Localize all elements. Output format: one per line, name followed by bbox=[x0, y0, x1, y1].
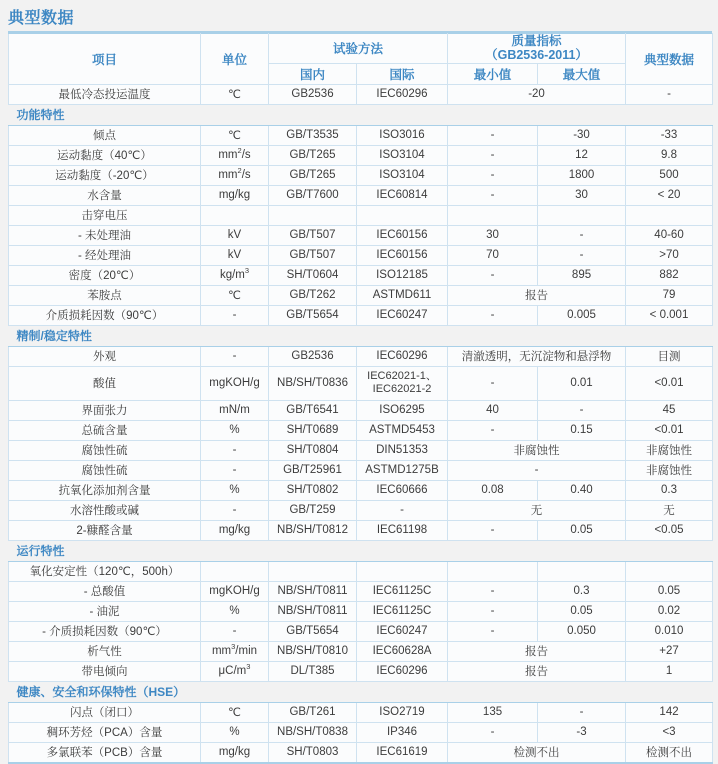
row-item-label: - 经处理油 bbox=[9, 245, 201, 265]
row-quality-index-span: -20 bbox=[448, 84, 626, 104]
row-typical: 0.010 bbox=[626, 621, 713, 641]
row-unit: mgKOH/g bbox=[201, 581, 269, 601]
row-max: 0.005 bbox=[538, 305, 626, 325]
page-title: 典型数据 bbox=[8, 10, 75, 27]
row-method-domestic: GB/T507 bbox=[269, 245, 357, 265]
section-header-row bbox=[9, 540, 713, 561]
row-method-international: IEC60296 bbox=[357, 346, 448, 366]
table-row bbox=[9, 480, 713, 500]
row-method-international: IEC60296 bbox=[357, 84, 448, 104]
row-method-domestic: GB/T5654 bbox=[269, 305, 357, 325]
row-typical bbox=[626, 561, 713, 581]
row-item-label: 苯胺点 bbox=[9, 285, 201, 305]
section-header-label: 运行特性 bbox=[9, 540, 713, 561]
row-typical: 检测不出 bbox=[626, 742, 713, 763]
row-item-label: 抗氧化添加剂含量 bbox=[9, 480, 201, 500]
table-row bbox=[9, 440, 713, 460]
row-method-international: DIN51353 bbox=[357, 440, 448, 460]
row-min: 40 bbox=[448, 400, 538, 420]
row-method-domestic: DL/T385 bbox=[269, 661, 357, 681]
row-typical: 无 bbox=[626, 500, 713, 520]
row-method-international: IEC61125C bbox=[357, 601, 448, 621]
row-method-domestic: GB/T25961 bbox=[269, 460, 357, 480]
row-item-label: 酸值 bbox=[9, 366, 201, 400]
row-method-international: ISO3104 bbox=[357, 145, 448, 165]
row-method-international: ISO6295 bbox=[357, 400, 448, 420]
row-unit: - bbox=[201, 440, 269, 460]
row-typical: <3 bbox=[626, 722, 713, 742]
row-item-label: 多氯联苯（PCB）含量 bbox=[9, 742, 201, 763]
row-method-domestic: NB/SH/T0811 bbox=[269, 581, 357, 601]
row-unit: mN/m bbox=[201, 400, 269, 420]
row-method-international: IEC61125C bbox=[357, 581, 448, 601]
row-item-label: 水溶性酸或碱 bbox=[9, 500, 201, 520]
row-max: 30 bbox=[538, 185, 626, 205]
table-row bbox=[9, 601, 713, 621]
row-method-domestic: GB/T259 bbox=[269, 500, 357, 520]
header-min: 最小值 bbox=[448, 63, 538, 84]
row-unit: kV bbox=[201, 245, 269, 265]
section-header-label: 功能特性 bbox=[9, 104, 713, 125]
row-min: 0.08 bbox=[448, 480, 538, 500]
row-typical bbox=[626, 205, 713, 225]
row-typical: 非腐蚀性 bbox=[626, 460, 713, 480]
table-row bbox=[9, 641, 713, 661]
row-max: 0.05 bbox=[538, 601, 626, 621]
header-quality-index bbox=[448, 34, 626, 64]
table-header bbox=[9, 34, 713, 85]
row-max: 1800 bbox=[538, 165, 626, 185]
header-typical: 典型数据 bbox=[626, 34, 713, 85]
row-method-international: IEC60628A bbox=[357, 641, 448, 661]
row-unit: % bbox=[201, 480, 269, 500]
row-method-domestic: GB/T5654 bbox=[269, 621, 357, 641]
row-typical: 0.02 bbox=[626, 601, 713, 621]
row-unit: ℃ bbox=[201, 125, 269, 145]
table-row bbox=[9, 722, 713, 742]
row-method-domestic: GB/T265 bbox=[269, 165, 357, 185]
row-min: - bbox=[448, 601, 538, 621]
row-max: 0.40 bbox=[538, 480, 626, 500]
table-row bbox=[9, 185, 713, 205]
unit-superscript: 2 bbox=[237, 166, 242, 176]
row-max: 0.050 bbox=[538, 621, 626, 641]
row-method-domestic bbox=[269, 561, 357, 581]
header-quality-index-line2: （GB2536-2011） bbox=[485, 48, 588, 63]
row-min: - bbox=[448, 145, 538, 165]
row-max: - bbox=[538, 245, 626, 265]
row-unit: mgKOH/g bbox=[201, 366, 269, 400]
table-row bbox=[9, 346, 713, 366]
row-item-label: 腐蚀性硫 bbox=[9, 460, 201, 480]
row-max: 12 bbox=[538, 145, 626, 165]
unit-superscript: 2 bbox=[237, 146, 242, 156]
section-header-row bbox=[9, 681, 713, 702]
row-min: - bbox=[448, 722, 538, 742]
row-method-domestic bbox=[269, 205, 357, 225]
unit-superscript: 3 bbox=[231, 642, 236, 652]
row-min: - bbox=[448, 305, 538, 325]
row-method-international: - bbox=[357, 500, 448, 520]
row-min bbox=[448, 561, 538, 581]
row-item-label: 析气性 bbox=[9, 641, 201, 661]
row-unit: mg/kg bbox=[201, 185, 269, 205]
row-item-label: 外观 bbox=[9, 346, 201, 366]
row-method-international: ASTMD1275B bbox=[357, 460, 448, 480]
table-row bbox=[9, 500, 713, 520]
row-quality-index-span: - bbox=[448, 460, 626, 480]
row-method-international: ISO2719 bbox=[357, 702, 448, 722]
row-item-label: 界面张力 bbox=[9, 400, 201, 420]
row-max: -30 bbox=[538, 125, 626, 145]
row-unit: - bbox=[201, 346, 269, 366]
row-max: - bbox=[538, 400, 626, 420]
table-row bbox=[9, 285, 713, 305]
row-typical: < 0.001 bbox=[626, 305, 713, 325]
row-unit: - bbox=[201, 460, 269, 480]
header-row-top bbox=[9, 34, 713, 64]
header-unit: 单位 bbox=[201, 34, 269, 85]
header-international: 国际 bbox=[357, 63, 448, 84]
row-unit bbox=[201, 205, 269, 225]
row-method-international: ASTMD611 bbox=[357, 285, 448, 305]
row-max: 0.05 bbox=[538, 520, 626, 540]
row-item-label: - 未处理油 bbox=[9, 225, 201, 245]
row-method-domestic: GB/T265 bbox=[269, 145, 357, 165]
row-method-domestic: NB/SH/T0838 bbox=[269, 722, 357, 742]
table-row bbox=[9, 460, 713, 480]
row-typical: <0.05 bbox=[626, 520, 713, 540]
header-quality-index-line1: 质量指标 bbox=[511, 34, 562, 48]
row-method-international bbox=[357, 561, 448, 581]
row-typical: 882 bbox=[626, 265, 713, 285]
table-row bbox=[9, 581, 713, 601]
row-typical: 1 bbox=[626, 661, 713, 681]
row-unit: - bbox=[201, 500, 269, 520]
row-quality-index-span: 报告 bbox=[448, 285, 626, 305]
row-min bbox=[448, 205, 538, 225]
row-min: - bbox=[448, 185, 538, 205]
row-typical: 500 bbox=[626, 165, 713, 185]
row-unit: - bbox=[201, 621, 269, 641]
row-method-domestic: SH/T0802 bbox=[269, 480, 357, 500]
row-unit: $\mu C/m^3$ bbox=[201, 661, 269, 681]
row-method-domestic: SH/T0803 bbox=[269, 742, 357, 763]
row-method-international: IEC60666 bbox=[357, 480, 448, 500]
row-item-label: 带电倾向 bbox=[9, 661, 201, 681]
row-method-international: IEC60247 bbox=[357, 305, 448, 325]
row-typical: 目测 bbox=[626, 346, 713, 366]
row-min: - bbox=[448, 420, 538, 440]
row-item-label: - 总酸值 bbox=[9, 581, 201, 601]
header-max: 最大值 bbox=[538, 63, 626, 84]
row-min: 70 bbox=[448, 245, 538, 265]
row-max: -3 bbox=[538, 722, 626, 742]
row-method-domestic: SH/T0689 bbox=[269, 420, 357, 440]
row-typical: 40-60 bbox=[626, 225, 713, 245]
table-row bbox=[9, 84, 713, 104]
row-method-domestic: GB/T261 bbox=[269, 702, 357, 722]
row-item-label: 最低冷态投运温度 bbox=[9, 84, 201, 104]
row-max bbox=[538, 561, 626, 581]
row-unit: ℃ bbox=[201, 84, 269, 104]
table-row bbox=[9, 366, 713, 400]
table-body bbox=[9, 84, 713, 763]
row-typical: <0.01 bbox=[626, 420, 713, 440]
table-row bbox=[9, 561, 713, 581]
row-item-label: 稠环芳烃（PCA）含量 bbox=[9, 722, 201, 742]
row-method-international: IP346 bbox=[357, 722, 448, 742]
row-unit: $kg/m^3$ bbox=[201, 265, 269, 285]
row-unit: $mm^3/\min$ bbox=[201, 641, 269, 661]
row-method-domestic: GB2536 bbox=[269, 346, 357, 366]
row-typical: 45 bbox=[626, 400, 713, 420]
table-row bbox=[9, 520, 713, 540]
table-row bbox=[9, 400, 713, 420]
row-quality-index-span: 清澈透明，无沉淀物和悬浮物 bbox=[448, 346, 626, 366]
row-quality-index-span: 检测不出 bbox=[448, 742, 626, 763]
row-unit: - bbox=[201, 305, 269, 325]
table-row bbox=[9, 145, 713, 165]
row-method-international: IEC61198 bbox=[357, 520, 448, 540]
row-unit: ℃ bbox=[201, 702, 269, 722]
row-quality-index-span: 报告 bbox=[448, 661, 626, 681]
table-row bbox=[9, 742, 713, 763]
row-max: 0.15 bbox=[538, 420, 626, 440]
header-item: 项目 bbox=[9, 34, 201, 85]
section-header-row bbox=[9, 325, 713, 346]
row-method-international: IEC60296 bbox=[357, 661, 448, 681]
row-typical: >70 bbox=[626, 245, 713, 265]
row-method-domestic: SH/T0604 bbox=[269, 265, 357, 285]
row-item-label: 水含量 bbox=[9, 185, 201, 205]
row-typical: 非腐蚀性 bbox=[626, 440, 713, 460]
row-quality-index-span: 无 bbox=[448, 500, 626, 520]
row-min: - bbox=[448, 581, 538, 601]
row-item-label: - 油泥 bbox=[9, 601, 201, 621]
row-typical: < 20 bbox=[626, 185, 713, 205]
table-row bbox=[9, 125, 713, 145]
header-test-method: 试验方法 bbox=[269, 34, 448, 64]
section-header-row bbox=[9, 104, 713, 125]
row-unit: $mm^2/s$ bbox=[201, 165, 269, 185]
row-unit: mg/kg bbox=[201, 742, 269, 763]
row-method-domestic: NB/SH/T0810 bbox=[269, 641, 357, 661]
row-min: - bbox=[448, 366, 538, 400]
table-row bbox=[9, 205, 713, 225]
row-item-label: 氧化安定性（120℃，500h） bbox=[9, 561, 201, 581]
row-unit: kV bbox=[201, 225, 269, 245]
row-min: - bbox=[448, 165, 538, 185]
row-typical: 142 bbox=[626, 702, 713, 722]
row-unit: $mm^2/s$ bbox=[201, 145, 269, 165]
unit-superscript: 3 bbox=[246, 662, 251, 672]
row-method-international bbox=[357, 205, 448, 225]
section-header-label: 健康、安全和环保特性（HSE） bbox=[9, 681, 713, 702]
row-unit: % bbox=[201, 420, 269, 440]
specification-table bbox=[8, 33, 713, 764]
table-row bbox=[9, 245, 713, 265]
row-min: - bbox=[448, 520, 538, 540]
row-item-label: 运动黏度（40℃） bbox=[9, 145, 201, 165]
row-method-domestic: NB/SH/T0811 bbox=[269, 601, 357, 621]
row-max: 0.3 bbox=[538, 581, 626, 601]
row-unit: % bbox=[201, 722, 269, 742]
row-method-international: ASTMD5453 bbox=[357, 420, 448, 440]
row-method-international: ISO3016 bbox=[357, 125, 448, 145]
row-min: - bbox=[448, 621, 538, 641]
row-min: - bbox=[448, 125, 538, 145]
row-method-international: ISO3104 bbox=[357, 165, 448, 185]
row-quality-index-span: 非腐蚀性 bbox=[448, 440, 626, 460]
row-typical: 79 bbox=[626, 285, 713, 305]
row-method-domestic: NB/SH/T0836 bbox=[269, 366, 357, 400]
row-method-domestic: GB/T7600 bbox=[269, 185, 357, 205]
table-row bbox=[9, 702, 713, 722]
row-method-international: IEC61619 bbox=[357, 742, 448, 763]
table-row bbox=[9, 265, 713, 285]
row-method-domestic: GB/T3535 bbox=[269, 125, 357, 145]
table-row bbox=[9, 225, 713, 245]
row-method-international: IEC60156 bbox=[357, 245, 448, 265]
row-item-label: 介质损耗因数（90℃） bbox=[9, 305, 201, 325]
section-header-label: 精制/稳定特性 bbox=[9, 325, 713, 346]
row-unit bbox=[201, 561, 269, 581]
row-unit: % bbox=[201, 601, 269, 621]
table-row bbox=[9, 661, 713, 681]
row-min: 30 bbox=[448, 225, 538, 245]
row-method-domestic: SH/T0804 bbox=[269, 440, 357, 460]
row-quality-index-span: 报告 bbox=[448, 641, 626, 661]
row-method-domestic: GB/T6541 bbox=[269, 400, 357, 420]
row-item-label: 腐蚀性硫 bbox=[9, 440, 201, 460]
row-unit: mg/kg bbox=[201, 520, 269, 540]
row-method-international: IEC60156 bbox=[357, 225, 448, 245]
row-method-international: IEC60247 bbox=[357, 621, 448, 641]
row-typical: - bbox=[626, 84, 713, 104]
header-domestic: 国内 bbox=[269, 63, 357, 84]
row-item-label: - 介质损耗因数（90℃） bbox=[9, 621, 201, 641]
table-row bbox=[9, 420, 713, 440]
row-method-domestic: GB/T262 bbox=[269, 285, 357, 305]
row-max: - bbox=[538, 702, 626, 722]
table-row bbox=[9, 165, 713, 185]
row-max: - bbox=[538, 225, 626, 245]
row-typical: 0.05 bbox=[626, 581, 713, 601]
row-item-label: 击穿电压 bbox=[9, 205, 201, 225]
row-typical: -33 bbox=[626, 125, 713, 145]
row-method-domestic: GB2536 bbox=[269, 84, 357, 104]
row-item-label: 闪点（闭口） bbox=[9, 702, 201, 722]
row-method-international: IEC60814 bbox=[357, 185, 448, 205]
row-max: 895 bbox=[538, 265, 626, 285]
row-item-label: 2-糠醛含量 bbox=[9, 520, 201, 540]
row-item-label: 运动黏度（-20℃） bbox=[9, 165, 201, 185]
row-typical: +27 bbox=[626, 641, 713, 661]
row-method-international: IEC62021-1、 IEC62021-2 bbox=[357, 366, 448, 400]
table-row bbox=[9, 621, 713, 641]
row-typical: <0.01 bbox=[626, 366, 713, 400]
row-item-label: 密度（20℃） bbox=[9, 265, 201, 285]
row-method-domestic: NB/SH/T0812 bbox=[269, 520, 357, 540]
table-row bbox=[9, 305, 713, 325]
row-min: - bbox=[448, 265, 538, 285]
row-typical: 0.3 bbox=[626, 480, 713, 500]
row-typical: 9.8 bbox=[626, 145, 713, 165]
row-method-international: ISO12185 bbox=[357, 265, 448, 285]
row-item-label: 倾点 bbox=[9, 125, 201, 145]
row-unit: ℃ bbox=[201, 285, 269, 305]
row-max: 0.01 bbox=[538, 366, 626, 400]
row-method-domestic: GB/T507 bbox=[269, 225, 357, 245]
row-max bbox=[538, 205, 626, 225]
row-item-label: 总硫含量 bbox=[9, 420, 201, 440]
unit-superscript: 3 bbox=[244, 266, 250, 276]
row-min: 135 bbox=[448, 702, 538, 722]
